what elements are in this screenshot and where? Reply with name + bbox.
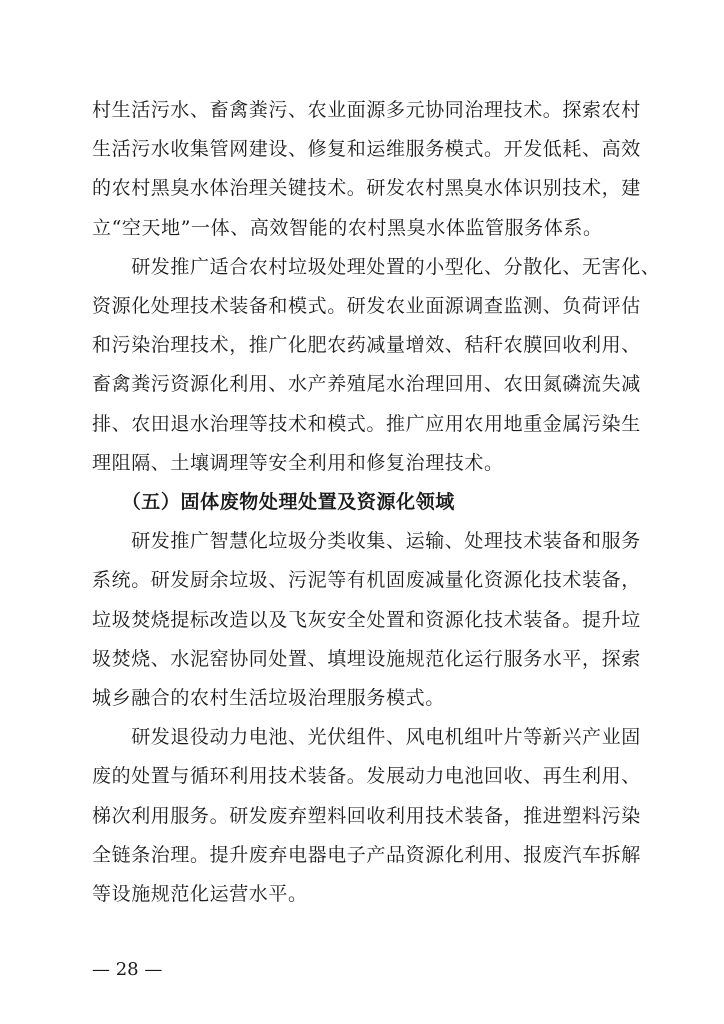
page-number: — 28 —: [92, 959, 163, 980]
paragraph-line: 资源化处理技术装备和模式。研发农业面源调查监测、负荷评估: [92, 295, 641, 317]
paragraph-line: 立“空天地”一体、高效智能的农村黑臭水体监管服务体系。: [92, 217, 603, 239]
paragraph-line: 村生活污水、畜禽粪污、农业面源多元协同治理技术。探索农村: [92, 99, 641, 121]
paragraph-line: 城乡融合的农村生活垃圾治理服务模式。: [92, 687, 445, 709]
paragraph-line: 排、农田退水治理等技术和模式。推广应用农用地重金属污染生: [92, 413, 641, 435]
paragraph-line: 理阻隔、土壤调理等安全利用和修复治理技术。: [92, 452, 504, 474]
section-heading: （五）固体废物处理处置及资源化领域: [92, 491, 455, 513]
paragraph-line: 垃圾焚烧提标改造以及飞灰安全处置和资源化技术装备。提升垃: [92, 609, 641, 631]
paragraph-line: 和污染治理技术，推广化肥农药减量增效、秸秆农膜回收利用、: [92, 334, 641, 356]
paragraph-line: 研发推广智慧化垃圾分类收集、运输、处理技术装备和服务: [92, 530, 641, 552]
paragraph-line: 的农村黑臭水体治理关键技术。研发农村黑臭水体识别技术，建: [92, 177, 641, 199]
paragraph-line: 生活污水收集管网建设、修复和运维服务模式。开发低耗、高效: [92, 138, 641, 160]
paragraph-line: 研发推广适合农村垃圾处理处置的小型化、分散化、无害化、: [92, 256, 661, 278]
paragraph-line: 全链条治理。提升废弃电器电子产品资源化利用、报废汽车拆解: [92, 844, 641, 866]
paragraph-line: 圾焚烧、水泥窑协同处置、填埋设施规范化运行服务水平，探索: [92, 648, 641, 670]
paragraph-line: 研发退役动力电池、光伏组件、风电机组叶片等新兴产业固: [92, 726, 641, 748]
paragraph-line: 梯次利用服务。研发废弃塑料回收利用技术装备，推进塑料污染: [92, 805, 641, 827]
paragraph-line: 废的处置与循环利用技术装备。发展动力电池回收、再生利用、: [92, 765, 641, 787]
paragraph-line: 等设施规范化运营水平。: [92, 883, 308, 905]
paragraph-line: 系统。研发厨余垃圾、污泥等有机固废减量化资源化技术装备，: [92, 569, 641, 591]
paragraph-line: 畜禽粪污资源化利用、水产养殖尾水治理回用、农田氮磷流失减: [92, 373, 641, 395]
